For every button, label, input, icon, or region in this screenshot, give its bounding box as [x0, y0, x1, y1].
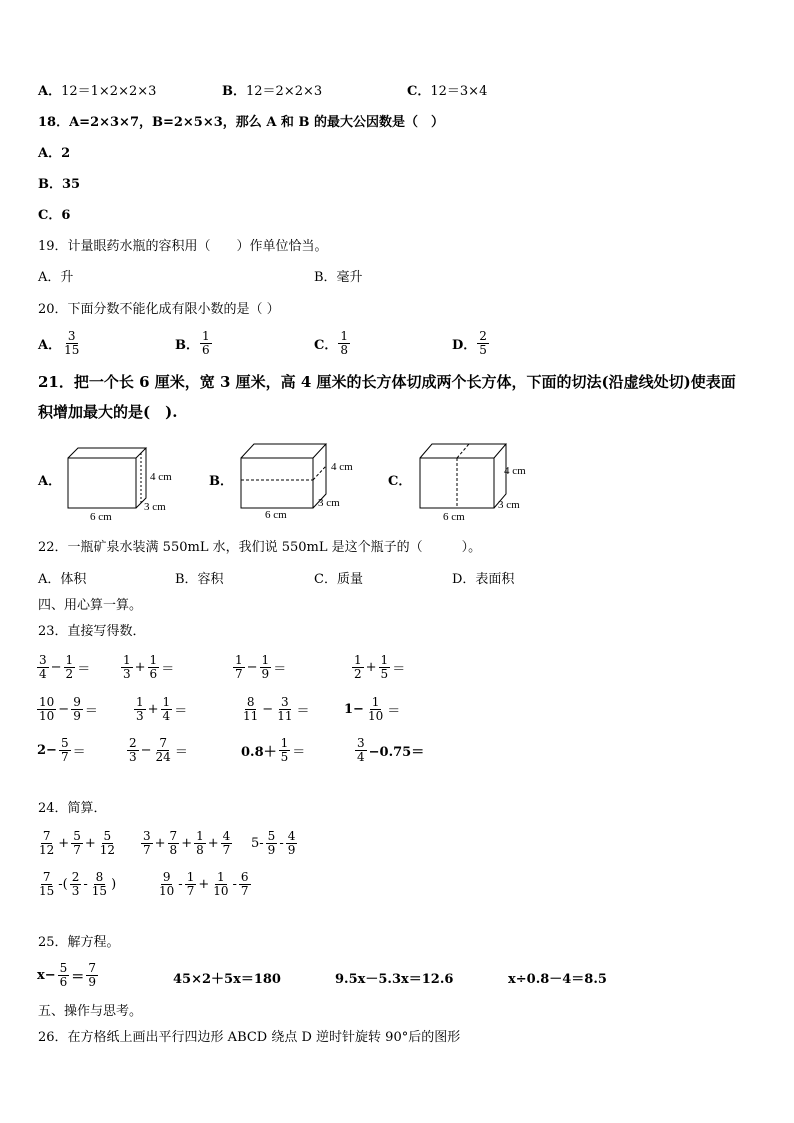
q20-option-b: B． 1 6	[175, 329, 210, 357]
q20-option-a: A． 3 15	[38, 329, 80, 357]
q20-option-d: D． 2 5	[452, 329, 487, 357]
q20-option-c: C． 1 8	[314, 329, 348, 357]
q19-option-b: B．毫升	[314, 270, 363, 285]
q25-equation-1: x− $\frac{5}{6}$ ＝ 7 9	[37, 961, 96, 989]
q17-option-c: C．12＝3×4	[407, 84, 488, 99]
q26-stem: 26．在方格纸上画出平行四边形 ABCD 绕点 D 逆时针旋转 90°后的图形	[38, 1030, 461, 1045]
height-label: 4 cm	[331, 461, 353, 473]
fraction: 1 8	[340, 329, 348, 357]
q21-stem-line1: 21．把一个长 6 厘米，宽 3 厘米，高 4 厘米的长方体切成两个长方体，下面的切法(沿虚线处切)使表面	[38, 373, 736, 391]
q21-stem-line2: 积增加最大的是( ).	[38, 403, 178, 421]
q18-option-b: B．35	[38, 177, 81, 192]
q24-expr-2: 3 7 + $\frac{7}{8}$ + $\frac{1}{8}$ + $\frac{4}{7}$	[143, 829, 231, 857]
q23-expr-4: 1 2 + $\frac{1}{5}$ ＝	[354, 653, 406, 681]
q22-option-a: A．体积	[38, 572, 87, 587]
q24-stem: 24．简算．	[38, 801, 107, 816]
q23-expr-1: 3 4 − $\frac{1}{2}$ ＝	[39, 653, 91, 681]
q18-stem: 18．A=2×3×7，B=2×5×3，那么 A 和 B 的最大公因数是（ ）	[38, 115, 444, 130]
q22-stem: 22．一瓶矿泉水装满 550mL 水，我们说 550mL 是这个瓶子的（ ）。	[38, 540, 482, 555]
q23-expr-3: 1 7 − $\frac{1}{9}$ ＝	[235, 653, 287, 681]
q23-expr-6: 1 3 + $\frac{1}{4}$ ＝	[136, 695, 188, 723]
q23-expr-5: 10 10 − $\frac{9}{9}$ ＝	[39, 695, 98, 723]
q21-option-b-label: B．	[209, 474, 233, 489]
q24-expr-4: 7 15 -( 2 3 - 8 15 )	[39, 870, 117, 898]
q17-option-b: B．12＝2×2×3	[222, 84, 323, 99]
q21-option-c-label: C．	[388, 474, 412, 489]
width-label: 3 cm	[318, 497, 340, 509]
height-label: 4 cm	[504, 465, 526, 477]
fraction: 2 5	[479, 329, 487, 357]
q23-expr-9: 2− $\frac{5}{7}$ ＝	[37, 736, 86, 764]
q25-equation-2: 45×2＋5x＝180	[173, 972, 281, 987]
cuboid-figure-c	[410, 436, 550, 526]
width-label: 3 cm	[144, 501, 166, 513]
length-label: 6 cm	[265, 509, 287, 521]
q23-expr-8: 1− $\frac{1}{10}$ ＝	[344, 695, 401, 723]
section-4-heading: 四、用心算一算。	[38, 598, 143, 613]
q24-expr-3: 5- 5 9 - 4 9	[251, 829, 296, 857]
q18-option-c: C．6	[38, 208, 71, 223]
q23-expr-10: 2 3 − $\frac{7}{24}$ ＝	[129, 736, 188, 764]
q23-stem: 23．直接写得数．	[38, 624, 146, 639]
q22-option-d: D．表面积	[452, 572, 515, 587]
cuboid-figure-b	[232, 436, 372, 526]
length-label: 6 cm	[90, 511, 112, 523]
q22-option-c: C．质量	[314, 572, 363, 587]
q23-expr-11: 0.8＋ 1 5 ＝	[241, 736, 306, 764]
q25-stem: 25．解方程。	[38, 935, 120, 950]
q19-option-a: A．升	[38, 270, 74, 285]
q23-expr-7: 8 11 − $\frac{3}{11}$ ＝	[243, 695, 310, 723]
q18-option-a: A．2	[38, 146, 71, 161]
fraction: 3 15	[64, 329, 80, 357]
length-label: 6 cm	[443, 511, 465, 523]
fraction: 1 6	[202, 329, 210, 357]
section-5-heading: 五、操作与思考。	[38, 1004, 143, 1019]
q24-expr-5: 9 10 - 1 7 + $\frac{1}{10}$ - 6 7	[159, 870, 249, 898]
q20-stem: 20．下面分数不能化成有限小数的是（ ）	[38, 302, 280, 317]
width-label: 3 cm	[498, 499, 520, 511]
q21-option-a-label: A．	[38, 474, 62, 489]
q17-option-a: A．12＝1×2×2×3	[38, 84, 157, 99]
q25-equation-3: 9.5x－5.3x＝12.6	[335, 972, 454, 987]
q25-equation-4: x÷0.8－4＝8.5	[508, 972, 607, 987]
height-label: 4 cm	[150, 471, 172, 483]
q22-option-b: B．容积	[175, 572, 224, 587]
cuboid-figure-a	[60, 440, 190, 526]
q23-expr-2: 1 3 + $\frac{1}{6}$ ＝	[123, 653, 175, 681]
q24-expr-1: 7 12 + $\frac{5}{7}$ + $\frac{5}{12}$	[39, 829, 116, 857]
q23-expr-12: 3 4 −0.75＝	[357, 736, 425, 764]
q19-stem: 19．计量眼药水瓶的容积用（ ）作单位恰当。	[38, 239, 328, 254]
